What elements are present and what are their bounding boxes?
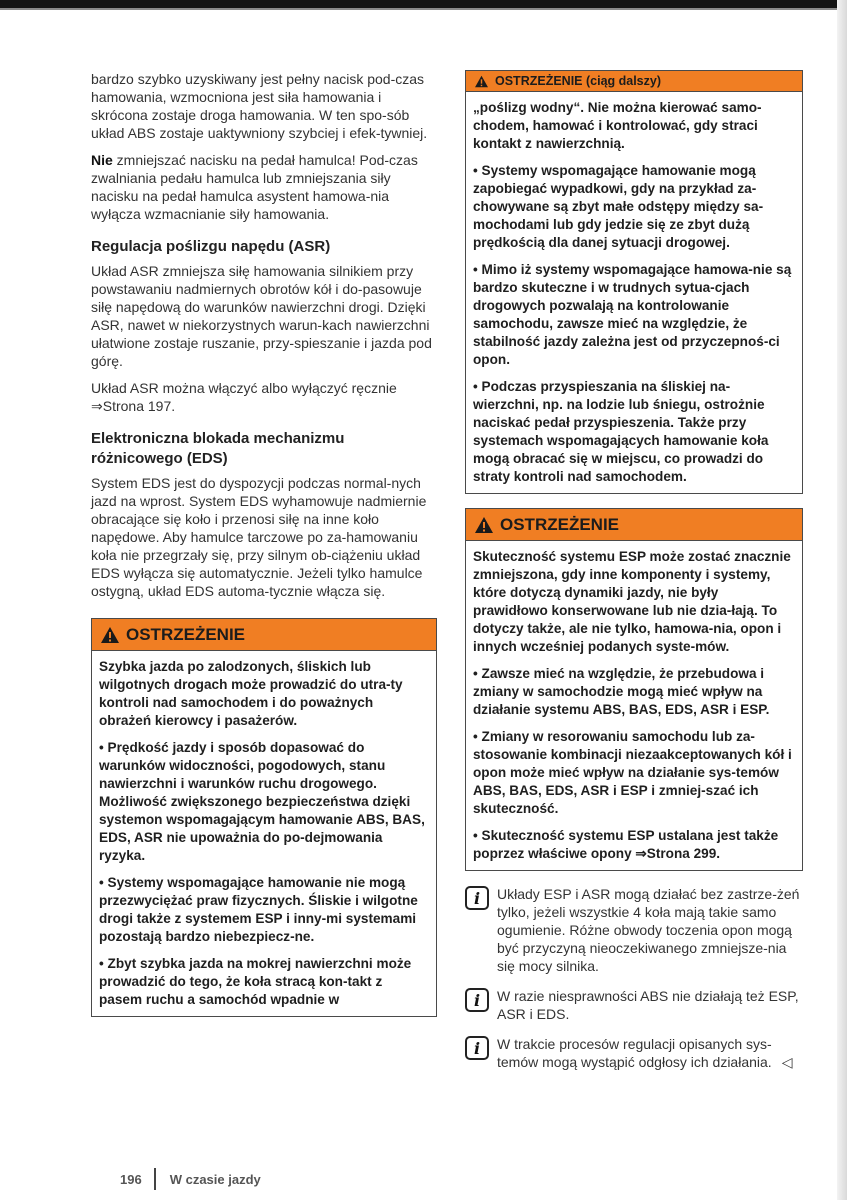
info-note: [465, 987, 803, 1023]
warning-triangle-icon: [474, 516, 494, 534]
warning-bullet: • Zbyt szybka jazda na mokrej nawierzchni może prowadzić do tego, że koła stracą kon-takt z pasem ruchu a samochód wpadnie w: [99, 956, 412, 1007]
heading-asr: Regulacja poślizgu napędu (ASR): [91, 238, 331, 255]
page-number: 196: [120, 1171, 142, 1187]
section-end-icon: ◁: [781, 1054, 793, 1070]
warning-title: OSTRZEŻENIE: [126, 624, 246, 644]
warning-header: [466, 71, 802, 92]
info-note-text: Układy ESP i ASR mogą działać bez zastrze-żeń tylko, jeżeli wszystkie 4 koła mają takie samo ogumienie. Różne obwody toczenia opon mogą być przyczyną nieoczekiwanego zmniejsze-nia się mocy silnika.: [497, 886, 800, 974]
right-column: [465, 70, 803, 1083]
warning-bullet: • Zawsze mieć na względzie, że przebudowa i zmiany w samochodzie mogą mieć wpływ na działanie systemu ABS, BAS, EDS, ASR i ESP.: [473, 666, 770, 717]
warning-bullet: • Podczas przyspieszania na śliskiej na-wierzchni, np. na lodzie lub śniegu, ostrożnie naciskać pedał przyspieszenia. Także przy systemach wspomagających hamowanie koła mogą obracać się w miejscu, co prowadzi do straty kontroli nad samochodem.: [473, 379, 769, 484]
warning-title: OSTRZEŻENIE: [500, 514, 620, 534]
warning-paragraph: „poślizg wodny“. Nie można kierować samo-chodem, hamować i kontrolować, gdy straci kontakt z nawierzchnią.: [473, 100, 762, 151]
warning-paragraph: Skuteczność systemu ESP może zostać znacznie zmniejszona, gdy inne komponenty i systemy, które dotyczą dynamiki jazdy, nie były prawidłowo konserwowane lub nie dzia-łają. To dotyczy także, ale nie tylko, hamowa-nia, opon i innych wcześniej podanych syste-mów.: [473, 549, 791, 654]
warning-header: [92, 619, 436, 651]
warning-bullet: • Systemy wspomagające hamowanie mogą zapobiegać wypadkowi, gdy na przykład za-chowywane są zbyt małe odstępy między sa-mochodami lub gdy jedzie się ze zbyt dużą prędkością dla danej sytuacji drogowej.: [473, 163, 764, 250]
warning-bullet: • Prędkość jazdy i sposób dopasować do warunków widoczności, pogodowych, stanu nawierzchni i warunków ruchu drogowego. Możliwość zwiększonego bezpieczeństwa dzięki systemon wspomagającym hamowanie ABS, BAS, EDS, ASR nie upoważnia do po-dejmowania ryzyka.: [99, 740, 425, 863]
warning-bullet: • Skuteczność systemu ESP ustalana jest także poprzez właściwe opony ⇒Strona 299.: [473, 828, 779, 861]
info-note-text: W razie niesprawności ABS nie działają też ESP, ASR i EDS.: [497, 988, 799, 1022]
warning-triangle-icon: [474, 75, 489, 88]
warning-box-continued: [465, 70, 803, 494]
warning-body: [466, 541, 802, 870]
emphasis-word: Nie: [91, 152, 113, 168]
intro-paragraph: bardzo szybko uzyskiwany jest pełny nacisk pod-czas hamowania, wzmocniona jest siła hamowania i skrócona zostaje droga hamowania. W ten spo-sób układ ABS zostaje uaktywniony szybciej i efek-tywniej.: [91, 71, 428, 141]
page-edge-shadow: [837, 0, 847, 1200]
warning-body: [466, 92, 802, 493]
info-note: [465, 885, 803, 975]
warning-bullet: • Zmiany w resorowaniu samochodu lub za-stosowanie kombinacji niezaakceptowanych kół i opon może mieć wpływ na działanie sys-temów ABS, BAS, EDS, ASR i ESP i zmniej-szać ich skuteczność.: [473, 729, 792, 816]
heading-eds: Elektroniczna blokada mechanizmu różnicowego (EDS): [91, 430, 345, 467]
info-note: [465, 1035, 803, 1071]
info-note-text: W trakcie procesów regulacji opisanych sys-temów mogą wystąpić odgłosy ich działania. ◁: [497, 1036, 793, 1070]
section-title: W czasie jazdy: [169, 1171, 261, 1187]
warning-body: [92, 651, 436, 1016]
warning-bullet: • Mimo iż systemy wspomagające hamowa-nie są bardzo skuteczne i w trudnych sytua-cjach drogowych pozwalają na kontrolowanie samochodu, zawsze mieć na względzie, że stabilność jazdy zależna jest od przyczepnoś-ci opon.: [473, 262, 792, 367]
info-icon: i: [465, 886, 489, 910]
eds-paragraph: System EDS jest do dyspozycji podczas normal-nych jazd na wprost. System EDS wyhamowuje nadmiernie obracające się koło i przenosi siłę na inne koło napędowe. Aby hamulce tarczowe po za-hamowaniu koła nie przegrzały się, przy silnym ob-ciążeniu układ EDS wyłącza się automatycznie. Jeżeli tylko hamulce ostygną, układ EDS automa-tycznie włącza się.: [91, 475, 427, 599]
top-border-edge: [0, 8, 847, 10]
warning-box-slippery-roads: [91, 618, 437, 1017]
left-column: [91, 70, 437, 1017]
warning-header: [466, 509, 802, 541]
warning-title: OSTRZEŻENIE (ciąg dalszy): [495, 74, 662, 88]
info-icon: i: [465, 1036, 489, 1060]
asr-switch-paragraph: Układ ASR można włączyć albo wyłączyć ręcznie ⇒Strona 197.: [91, 380, 397, 414]
info-icon: i: [465, 988, 489, 1012]
warning-triangle-icon: [100, 626, 120, 644]
warning-paragraph: Szybka jazda po zalodzonych, śliskich lub wilgotnych drogach może prowadzić do utra-ty kontroli nad samochodem i do poważnych obrażeń kierowcy i pasażerów.: [99, 659, 403, 728]
warning-box-esp: [465, 508, 803, 871]
footer-divider: [154, 1168, 156, 1190]
top-border-bar: [0, 0, 847, 8]
warning-bullet: • Systemy wspomagające hamowanie nie mogą przezwyciężać praw fizycznych. Śliskie i wilgotne drogi także z systemem ESP i inny-mi systemami pozostają bardzo niebezpiecz-ne.: [99, 875, 418, 944]
page-footer: [120, 1168, 261, 1190]
asr-paragraph: Układ ASR zmniejsza siłę hamowania silnikiem przy powstawaniu nadmiernych obrotów kół i do-pasowuje siłę napędową do warunków nawierzchni drogi. Dzięki ASR, nawet w niekorzystnych warun-kach nawierzchni ułatwione zostaje ruszanie, przy-spieszanie i jazda pod górę.: [91, 263, 432, 369]
brake-assist-paragraph: Nie zmniejszać nacisku na pedał hamulca! Pod-czas zwalniania pedału hamulca lub zmniejszania siły nacisku na pedał hamulca asystent hamowa-nia wyłącza wzmacnianie siły hamowania.: [91, 152, 418, 222]
